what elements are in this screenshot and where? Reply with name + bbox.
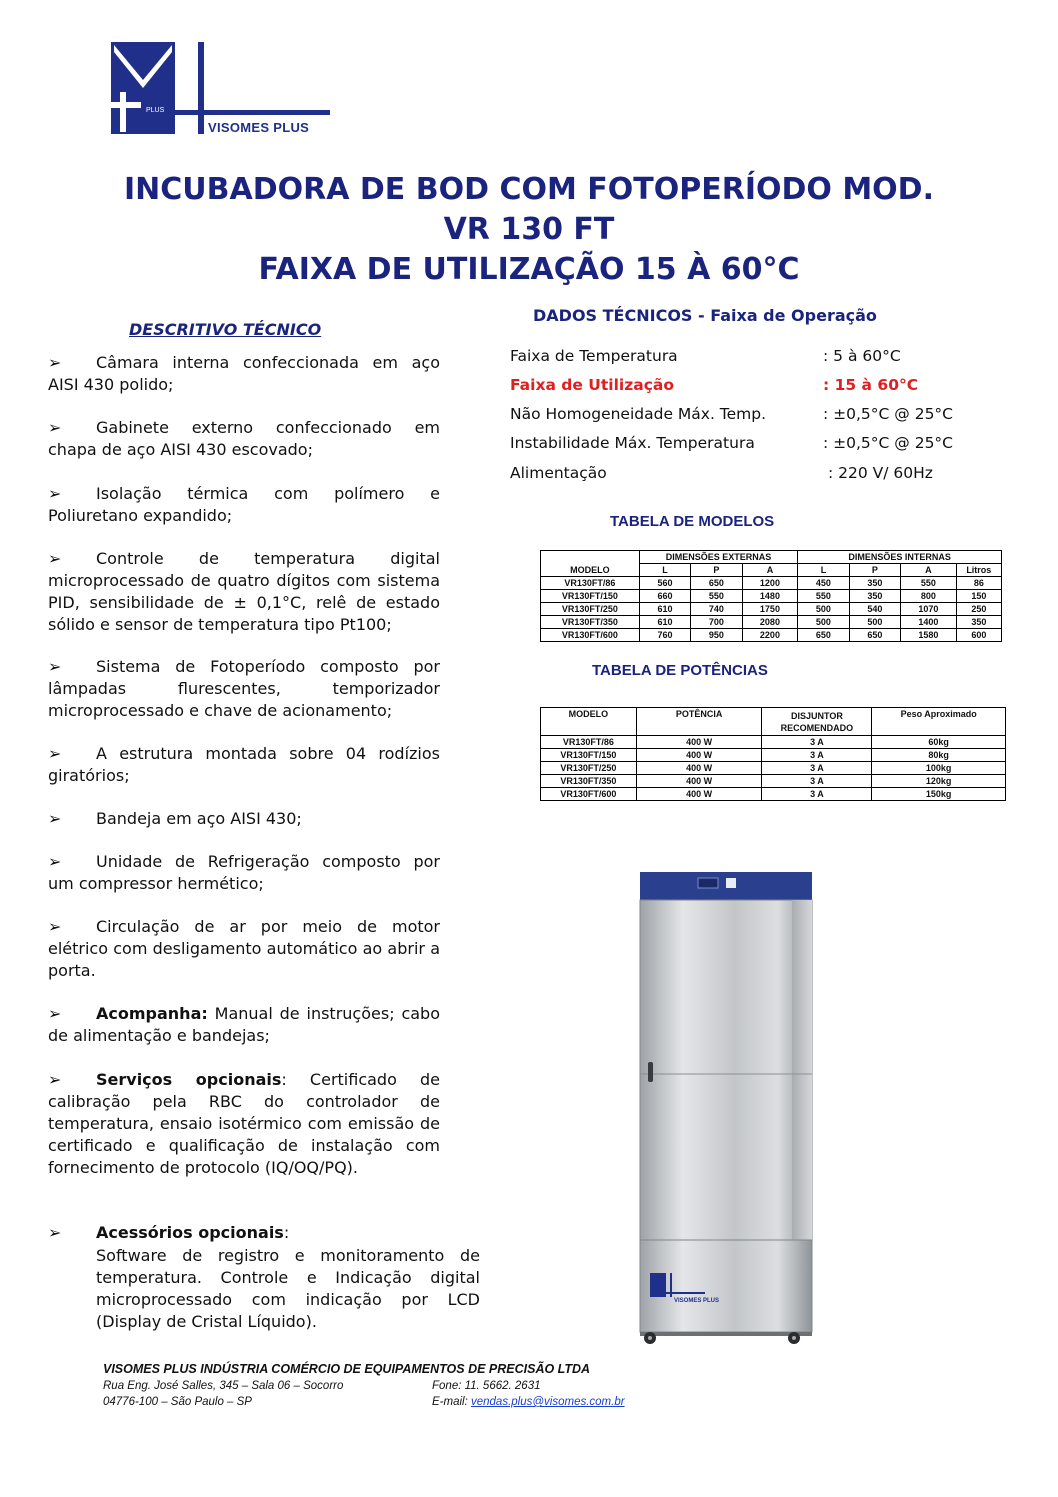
desc-item-1: ➢ Câmara interna confeccionada em aço AISI 430 polido; [48,353,440,394]
desc-item-9: ➢ Circulação de ar por meio de motor elétrico com desligamento automático ao abrir a porta. [48,917,440,980]
footer-company: VISOMES PLUS INDÚSTRIA COMÉRCIO DE EQUIPAMENTOS DE PRECISÃO LTDA [103,1362,591,1376]
table-row: VR130FT/600 760 950 2200 650 650 1580 600 [541,629,1002,642]
incubator-cabinet-icon [630,870,815,1345]
bullet-arrow-icon: ➢ [48,549,62,568]
desc-item-8: ➢ Unidade de Refrigeração composto por um compressor hermético; [48,852,440,893]
modelos-group-header-row [541,551,1002,564]
bullet-arrow-icon: ➢ [48,484,62,503]
document-title-line3: FAIXA DE UTILIZAÇÃO 15 À 60°C [258,252,800,287]
dados-heading: DADOS TÉCNICOS - Faixa de Operação [533,306,877,325]
desc-item-3: ➢ Isolação térmica com polímero e Poliuretano expandido; [48,484,440,525]
bullet-arrow-icon: ➢ [48,657,62,676]
desc-item-6: ➢ A estrutura montada sobre 04 rodízios giratórios; [48,744,440,785]
bullet-arrow-icon: ➢ [48,1223,62,1242]
potencias-col-header: DISJUNTOR RECOMENDADO [762,708,872,736]
svg-text:PLUS: PLUS [146,107,165,114]
table-row: VR130FT/86 560 650 1200 450 350 550 86 [541,577,1002,590]
desc-item-4: ➢ Controle de temperatura digital microprocessado de quatro dígitos com sistema PID, sensibilidade de ± 0,1°C, relê de estado sólido e sensor de temperatura tipo Pt100; [48,549,440,634]
footer-email [432,1396,625,1408]
modelos-table [540,550,1002,642]
table-row: VR130FT/86 400 W 3 A 60kg [541,736,1006,749]
modelos-col-header: A [742,564,798,577]
dados-row-instabilidade: Instabilidade Máx. Temperatura : ±0,5°C @ 25°C [510,434,954,452]
footer-address2: 04776-100 – São Paulo – SP [103,1396,252,1408]
product-photo [630,870,815,1345]
table-row: VR130FT/350 610 700 2080 500 500 1400 350 [541,616,1002,629]
desc-item-acessorios: ➢ Acessórios opcionais: [48,1223,290,1242]
table-row: VR130FT/600 400 W 3 A 150kg [541,788,1006,801]
footer-address1: Rua Eng. José Salles, 345 – Sala 06 – Socorro [103,1380,344,1392]
document-title-line1: INCUBADORA DE BOD COM FOTOPERÍODO MOD. [124,172,934,207]
bullet-arrow-icon: ➢ [48,1004,62,1023]
bullet-arrow-icon: ➢ [48,744,62,763]
modelos-group-externas: DIMENSÕES EXTERNAS [639,551,797,564]
bullet-arrow-icon: ➢ [48,418,62,437]
modelos-col-header: MODELO [541,564,640,577]
desc-item-acessorios-detail: Software de registro e monitoramento de temperatura. Controle e Indicação digital microprocessado com indicação por LCD (Display de Cristal Líquido). [96,1246,480,1331]
bullet-arrow-icon: ➢ [48,1070,62,1089]
modelos-col-header: P [691,564,742,577]
svg-text:VISOMES PLUS: VISOMES PLUS [674,1298,720,1304]
desc-item-2: ➢ Gabinete externo confeccionado em chapa de aço AISI 430 escovado; [48,418,440,459]
potencias-col-header: Peso Aproximado [872,708,1006,736]
bullet-arrow-icon: ➢ [48,353,62,372]
bullet-arrow-icon: ➢ [48,917,62,936]
desc-item-servicos: ➢ Serviços opcionais: Certificado de calibração pela RBC do controlador de temperatura, ensaio isotérmico com emissão de certificado e qualificação de instalação com fornecimento de protocolo (IQ/OQ/PQ). [48,1070,440,1177]
modelos-col-header: Litros [956,564,1001,577]
desc-item-acompanha: ➢ Acompanha: Manual de instruções; cabo de alimentação e bandejas; [48,1004,440,1045]
footer-email-label: E-mail: [432,1396,471,1408]
document-title-line2: VR 130 FT [443,212,615,247]
modelos-group-internas: DIMENSÕES INTERNAS [798,551,1002,564]
table-row: VR130FT/250 610 740 1750 500 540 1070 250 [541,603,1002,616]
dados-row-alimentacao: Alimentação : 220 V/ 60Hz [510,464,933,482]
table-row: VR130FT/150 660 550 1480 550 350 800 150 [541,590,1002,603]
desc-item-5: ➢ Sistema de Fotoperíodo composto por lâmpadas flurescentes, temporizador microprocessado e chave de acionamento; [48,657,440,720]
potencias-col-header: MODELO [541,708,637,736]
bullet-arrow-icon: ➢ [48,852,62,871]
dados-row-faixa-utilizacao: Faixa de Utilização : 15 à 60°C [510,376,919,394]
potencias-table [540,707,1006,801]
dados-row-faixa-temp: Faixa de Temperatura : 5 à 60°C [510,347,901,365]
dados-row-homogeneidade: Não Homogeneidade Máx. Temp. : ±0,5°C @ 25°C [510,405,954,423]
modelos-col-header: L [639,564,690,577]
table-row: VR130FT/150 400 W 3 A 80kg [541,749,1006,762]
modelos-header-row [541,564,1002,577]
modelos-col-header: L [798,564,849,577]
company-logo [108,40,333,138]
table-row: VR130FT/350 400 W 3 A 120kg [541,775,1006,788]
footer-phone: Fone: 11. 5662. 2631 [432,1380,541,1392]
table-row: VR130FT/250 400 W 3 A 100kg [541,762,1006,775]
descritivo-heading: DESCRITIVO TÉCNICO [129,320,322,339]
modelos-col-header: P [849,564,900,577]
logo-brand-text: VISOMES PLUS [208,120,310,135]
bullet-arrow-icon: ➢ [48,809,62,828]
modelos-table-title: TABELA DE MODELOS [610,513,775,530]
potencias-header-row [541,708,1006,736]
email-link[interactable]: vendas.plus@visomes.com.br [470,1396,625,1408]
modelos-col-header: A [901,564,957,577]
desc-item-7: ➢ Bandeja em aço AISI 430; [48,809,302,828]
potencias-col-header: POTÊNCIA [636,708,762,736]
potencias-table-title: TABELA DE POTÊNCIAS [592,662,768,679]
